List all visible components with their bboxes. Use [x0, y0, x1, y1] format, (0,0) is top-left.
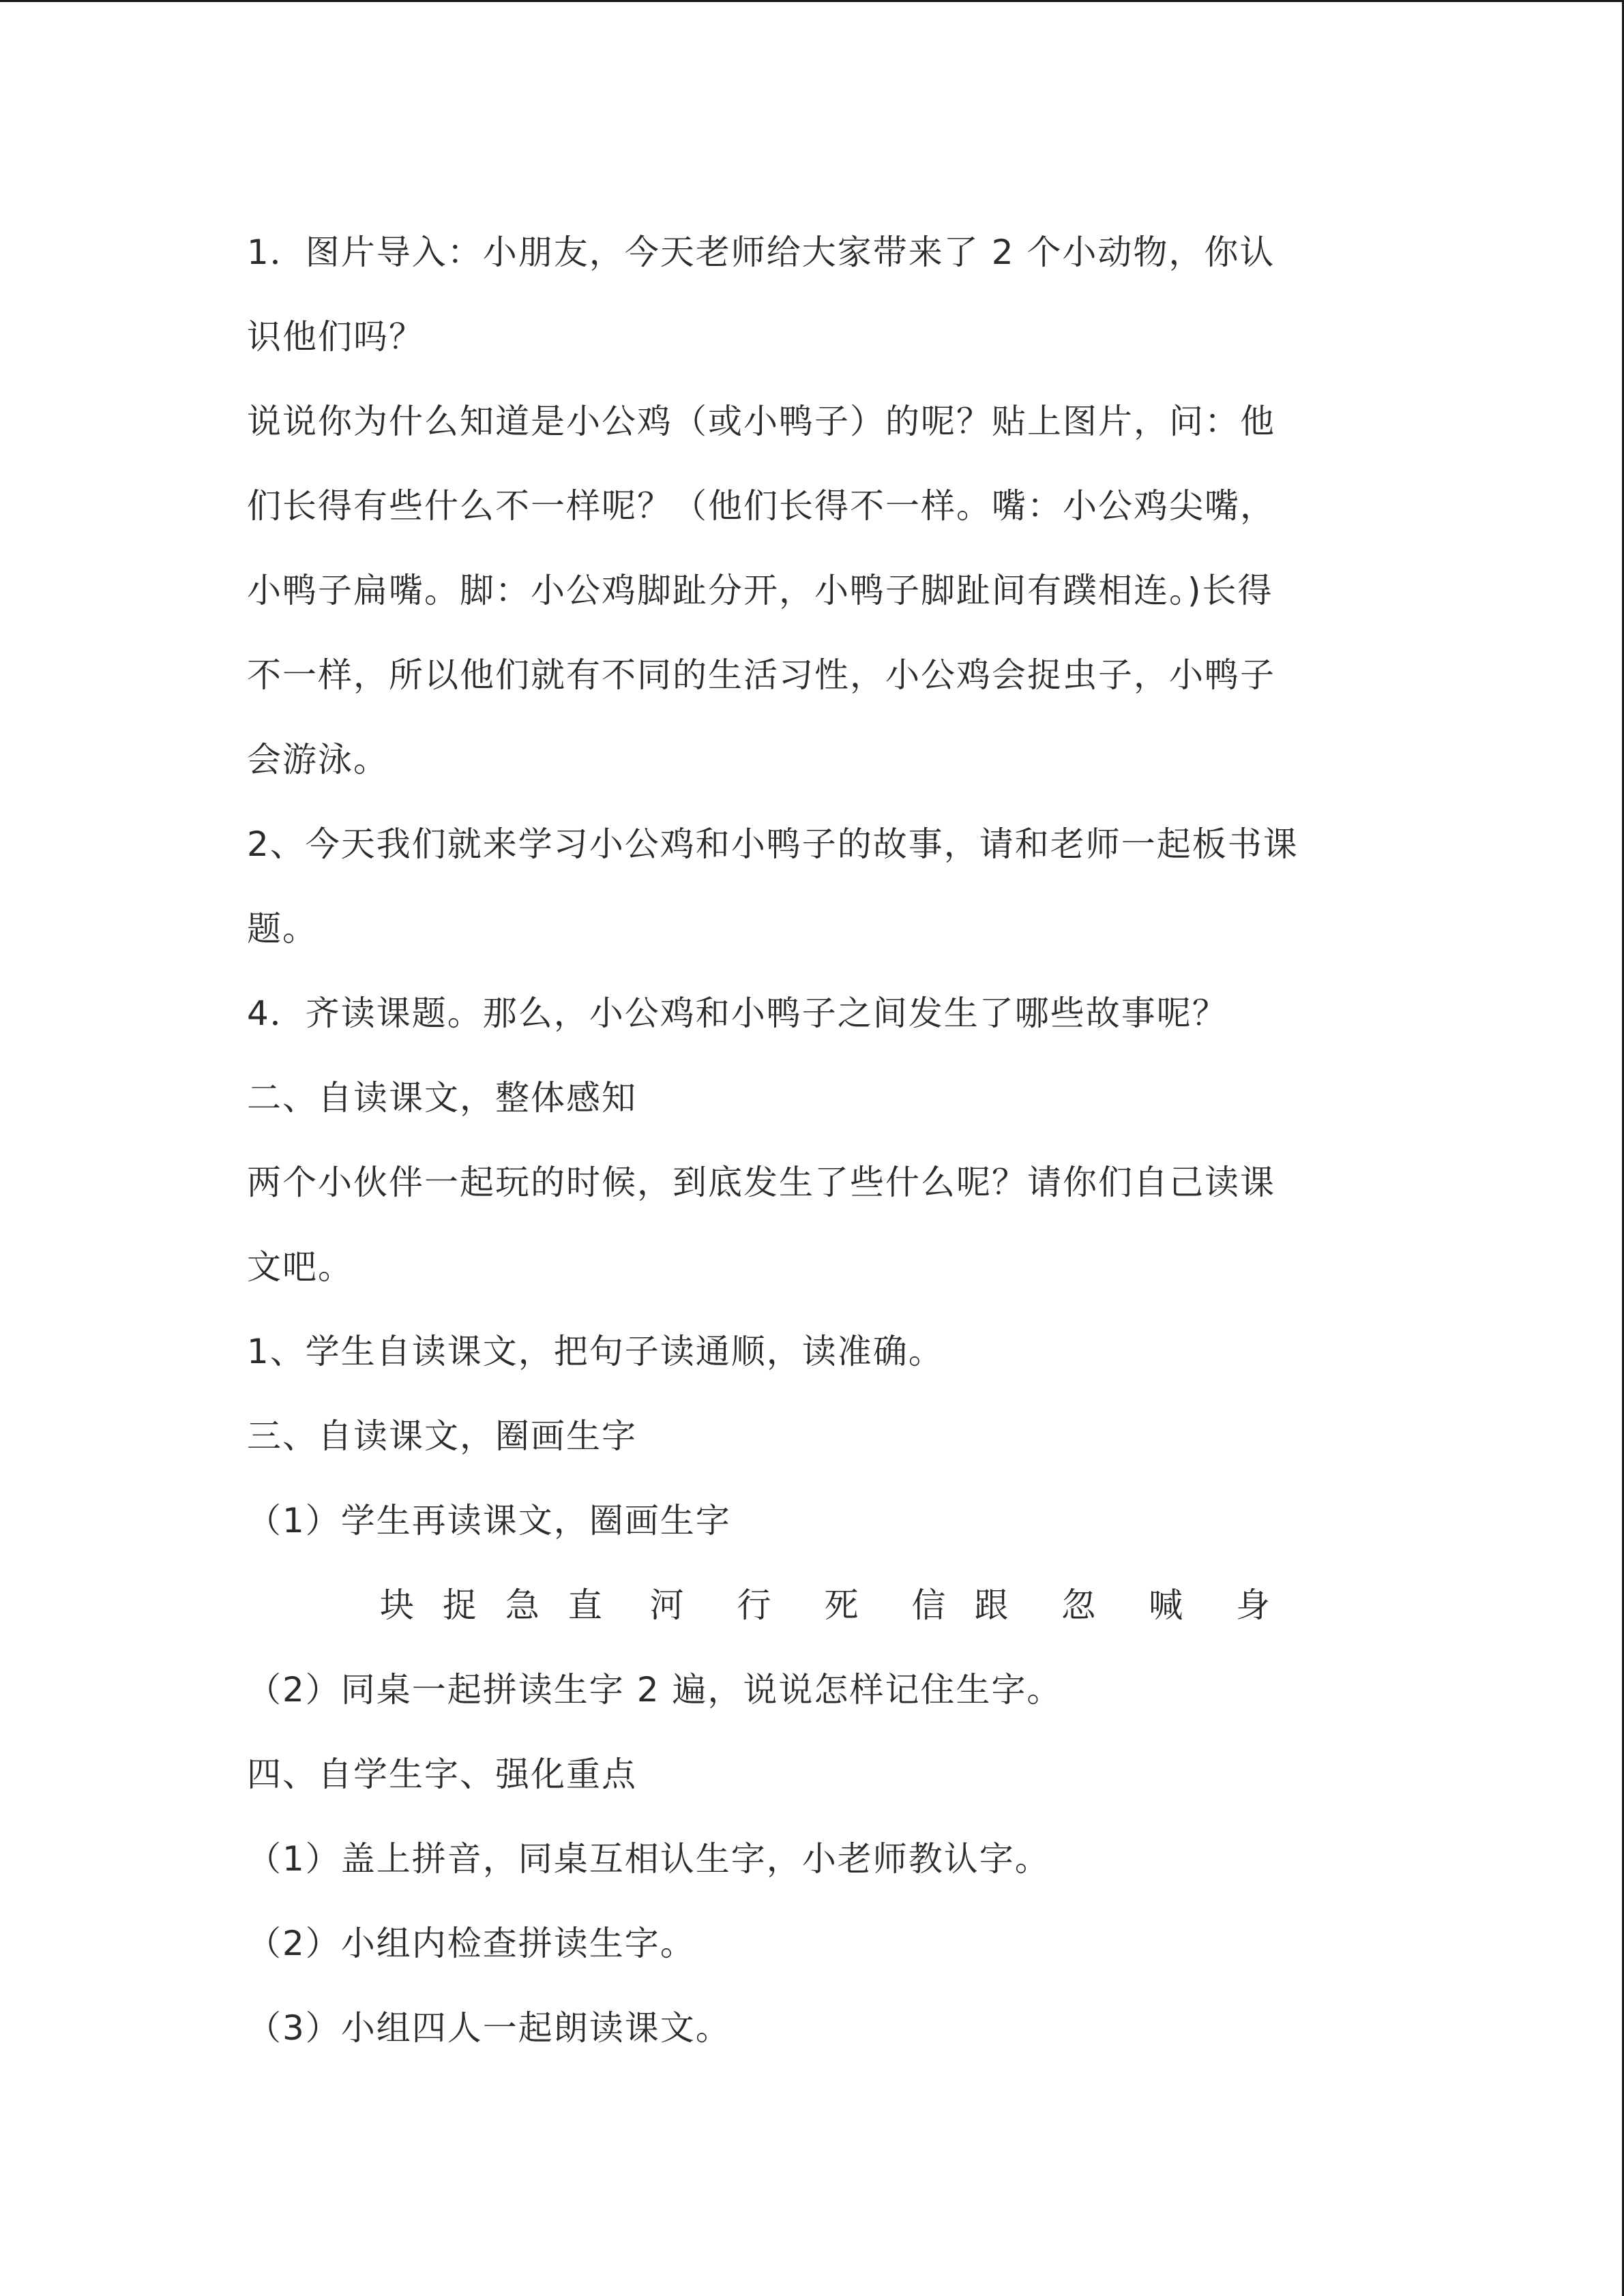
new-character: 急 [505, 1585, 541, 1625]
new-character: 跟 [974, 1585, 1010, 1625]
new-character: 死 [824, 1585, 860, 1625]
text-line: （1）盖上拼音，同桌互相认生字，小老师教认字。 [247, 1839, 1050, 1879]
text-line: （2）同桌一起拼读生字 2 遍，说说怎样记住生字。 [247, 1670, 1063, 1710]
section-heading: 三、自读课文，圈画生字 [247, 1416, 637, 1456]
new-character: 块 [380, 1585, 415, 1625]
text-line: 1、学生自读课文，把句子读通顺，读准确。 [247, 1332, 944, 1371]
new-character: 行 [737, 1585, 773, 1625]
text-line: 们长得有些什么不一样呢？（他们长得不一样。嘴：小公鸡尖嘴， [247, 486, 1275, 526]
new-character: 捉 [442, 1585, 478, 1625]
text-line: 小鸭子扁嘴。脚：小公鸡脚趾分开，小鸭子脚趾间有蹼相连。)长得 [247, 571, 1273, 610]
new-character: 河 [649, 1585, 685, 1625]
text-line: 会游泳。 [247, 740, 389, 779]
text-line: 题。 [247, 909, 318, 949]
new-character: 信 [911, 1585, 947, 1625]
section-heading: 四、自学生字、强化重点 [247, 1755, 637, 1794]
new-character: 身 [1235, 1585, 1271, 1625]
text-line: 说说你为什么知道是小公鸡（或小鸭子）的呢？贴上图片，问：他 [247, 402, 1275, 441]
new-character: 忽 [1061, 1585, 1097, 1625]
text-line: 不一样，所以他们就有不同的生活习性，小公鸡会捉虫子，小鸭子 [247, 655, 1275, 695]
text-line: 文吧。 [247, 1247, 353, 1287]
text-line: 4．齐读课题。那么，小公鸡和小鸭子之间发生了哪些故事呢？ [247, 994, 1228, 1033]
text-line: 两个小伙伴一起玩的时候，到底发生了些什么呢？请你们自己读课 [247, 1163, 1275, 1202]
document-body [247, 210, 1393, 2070]
text-line: 2、今天我们就来学习小公鸡和小鸭子的故事，请和老师一起板书课 [247, 824, 1299, 864]
new-characters-row [247, 1563, 1393, 1648]
section-heading: 二、自读课文，整体感知 [247, 1078, 637, 1118]
new-character: 喊 [1149, 1585, 1185, 1625]
text-line: 识他们吗？ [247, 317, 424, 357]
text-line: （1）学生再读课文，圈画生字 [247, 1501, 731, 1540]
new-character: 直 [567, 1585, 604, 1625]
text-line: 1．图片导入：小朋友，今天老师给大家带来了 2 个小动物，你认 [247, 233, 1275, 272]
text-line: （3）小组四人一起朗读课文。 [247, 2008, 731, 2048]
text-line: （2）小组内检查拼读生字。 [247, 1924, 696, 1963]
